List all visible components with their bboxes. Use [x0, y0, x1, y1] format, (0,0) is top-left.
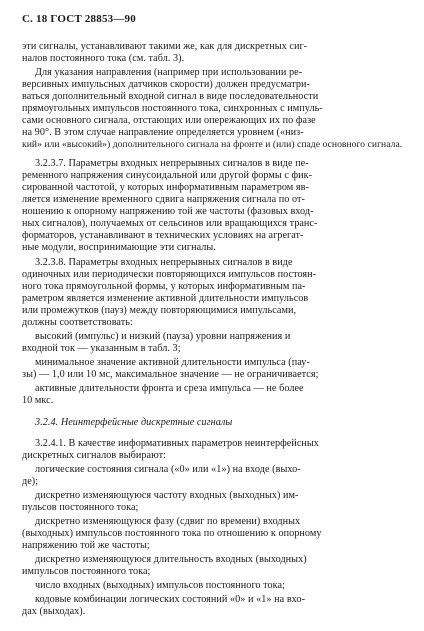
page-number: 18 — [36, 13, 48, 25]
text-line: (выходных) импульсов постоянного тока по отношению к опорному — [22, 528, 322, 539]
text-line: де); — [22, 476, 39, 487]
text-line: ных сигналов), получаемых от сельсинов или вращающихся транс- — [22, 218, 318, 229]
text-line: на 90°. В этом случае направление определяется уровнем («низ- — [22, 127, 304, 138]
text-line: дискретно изменяющуюся фазу (сдвиг по времени) входных — [35, 516, 301, 527]
text-line: ношению к опорному напряжению той же частоты (фазовых вход- — [22, 206, 314, 217]
text-line: 10 мкс. — [22, 395, 54, 406]
text-line: ваться дополнительный входной сигнал в виде последовательности — [22, 91, 319, 102]
text-line: минимальное значение активной длительности импульса (пау- — [35, 357, 310, 368]
text-line: кодовые комбинации логических состояний «0» и «1» на вхо- — [35, 594, 306, 605]
text-line: сами основного сигнала, отстающих или опережающих их по фазе — [22, 115, 316, 126]
text-line: одиночных или периодически повторяющихся импульсов постоян- — [22, 269, 317, 280]
text-line: входной ток — указанным в табл. 3; — [22, 343, 181, 354]
text-line: дискретных сигналов выбирают: — [22, 450, 166, 461]
text-line: должны соответствовать: — [22, 317, 133, 328]
text-line: 3.2.4.1. В качестве информативных параметров неинтерфейсных — [35, 438, 319, 449]
text-line: зы) — 1,0 или 10 мс, максимальное значение — не ограничивается; — [22, 369, 319, 380]
text-line: прямоугольных импульсов постоянного тока, синхронных с импуль- — [22, 103, 323, 114]
text-line: сированной частотой, у которых информативным параметром яв- — [22, 182, 309, 193]
text-line: ные модули, воспринимающие эти сигналы. — [22, 242, 216, 253]
text-line: дискретно изменяющуюся длительность входных (выходных) — [35, 554, 307, 565]
text-line: дискретно изменяющуюся частоту входных (выходных) им- — [35, 490, 299, 501]
page-header: С. 18 ГОСТ 28853—90 — [22, 13, 136, 25]
text-line: дах (выходах). — [22, 606, 86, 617]
section-heading: 3.2.4. Неинтерфейсные дискретные сигналы — [35, 417, 233, 428]
text-line: ляется изменение временного сдвига напряжения сигнала по от- — [22, 194, 305, 205]
text-line: ременного напряжения синусоидальной или другой формы с фик- — [22, 170, 313, 181]
text-line: пульсов постоянного тока; — [22, 502, 139, 513]
text-line: Для указания направления (например при использовании ре- — [35, 67, 303, 78]
text-line: импульсов постоянного тока; — [22, 566, 151, 577]
text-line: 3.2.3.7. Параметры входных непрерывных сигналов в виде пе- — [35, 158, 309, 169]
text-line: высокий (импульс) и низкий (пауза) уровни напряжения и — [35, 331, 291, 342]
text-line: кий» или «высокий») дополнительного сигнала на фронте и (или) спаде основного сигнала. — [22, 139, 403, 150]
text-line: число входных (выходных) импульсов постоянного тока; — [35, 580, 285, 591]
text-line: напряжению той же частоты; — [22, 540, 150, 551]
text-line: логические состояния сигнала («0» или «1») на входе (выхо- — [35, 464, 301, 475]
text-line: эти сигналы, устанавливают такими же, как для дискретных сиг- — [22, 41, 308, 52]
text-line: активные длительности фронта и среза импульса — не более — [35, 383, 304, 394]
text-line: ного тока прямоугольной формы, у которых информативным па- — [22, 281, 306, 292]
text-line: налов постоянного тока (см. табл. 3). — [22, 53, 185, 64]
text-line: раметром является изменение активной длительности импульсов — [22, 293, 309, 304]
text-line: 3.2.3.8. Параметры входных непрерывных сигналов в виде — [35, 257, 293, 268]
standard-title: ГОСТ 28853—90 — [50, 13, 136, 25]
text-line: версивных импульсных датчиков скорости) должен предусматри- — [22, 79, 310, 90]
text-line: или промежутков (пауз) между повторяющимися импульсами, — [22, 305, 297, 316]
text-line: форматоров, устанавливают в технических условиях на агрегат- — [22, 230, 304, 241]
